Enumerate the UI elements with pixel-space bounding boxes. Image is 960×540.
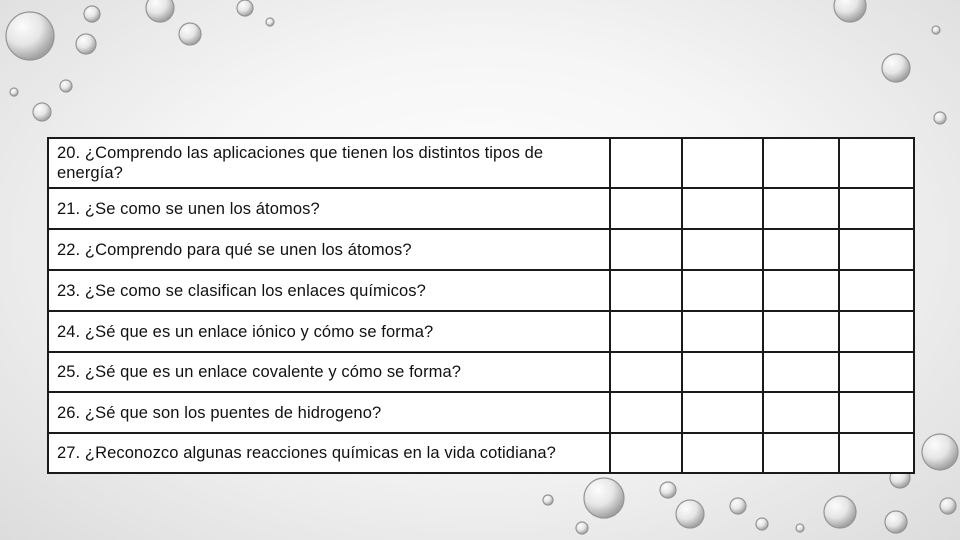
answer-cell (682, 433, 763, 473)
table-body (48, 138, 914, 473)
answer-cell (682, 138, 763, 188)
question-cell: 27. ¿Reconozco algunas reacciones químicas en la vida cotidiana? (48, 433, 610, 473)
answer-cell (839, 188, 914, 229)
answer-cell (763, 229, 839, 270)
answer-cell (610, 188, 682, 229)
self-assessment-table (47, 137, 915, 474)
answer-cell (610, 270, 682, 311)
answer-cell (682, 352, 763, 392)
table-row (48, 138, 914, 188)
answer-cell (839, 311, 914, 352)
answer-cell (682, 392, 763, 433)
answer-cell (610, 138, 682, 188)
answer-cell (682, 188, 763, 229)
answer-cell (763, 352, 839, 392)
table-row (48, 270, 914, 311)
question-cell: 21. ¿Se como se unen los átomos? (48, 188, 610, 229)
answer-cell (763, 311, 839, 352)
answer-cell (839, 229, 914, 270)
table-row (48, 311, 914, 352)
answer-cell (763, 188, 839, 229)
answer-cell (682, 229, 763, 270)
answer-cell (610, 311, 682, 352)
answer-cell (763, 138, 839, 188)
answer-cell (763, 270, 839, 311)
question-cell: 23. ¿Se como se clasifican los enlaces químicos? (48, 270, 610, 311)
table-row (48, 229, 914, 270)
answer-cell (763, 433, 839, 473)
answer-cell (839, 433, 914, 473)
question-cell: 20. ¿Comprendo las aplicaciones que tienen los distintos tipos de energía? (48, 138, 610, 188)
question-cell: 25. ¿Sé que es un enlace covalente y cómo se forma? (48, 352, 610, 392)
answer-cell (610, 229, 682, 270)
question-cell: 22. ¿Comprendo para qué se unen los átomos? (48, 229, 610, 270)
answer-cell (682, 270, 763, 311)
question-cell: 24. ¿Sé que es un enlace iónico y cómo se forma? (48, 311, 610, 352)
question-cell: 26. ¿Sé que son los puentes de hidrogeno? (48, 392, 610, 433)
answer-cell (610, 433, 682, 473)
answer-cell (839, 352, 914, 392)
answer-cell (839, 270, 914, 311)
answer-cell (610, 392, 682, 433)
table-row (48, 188, 914, 229)
answer-cell (839, 138, 914, 188)
answer-cell (682, 311, 763, 352)
table-row (48, 392, 914, 433)
table-row (48, 433, 914, 473)
answer-cell (839, 392, 914, 433)
answer-cell (763, 392, 839, 433)
table-row (48, 352, 914, 392)
answer-cell (610, 352, 682, 392)
